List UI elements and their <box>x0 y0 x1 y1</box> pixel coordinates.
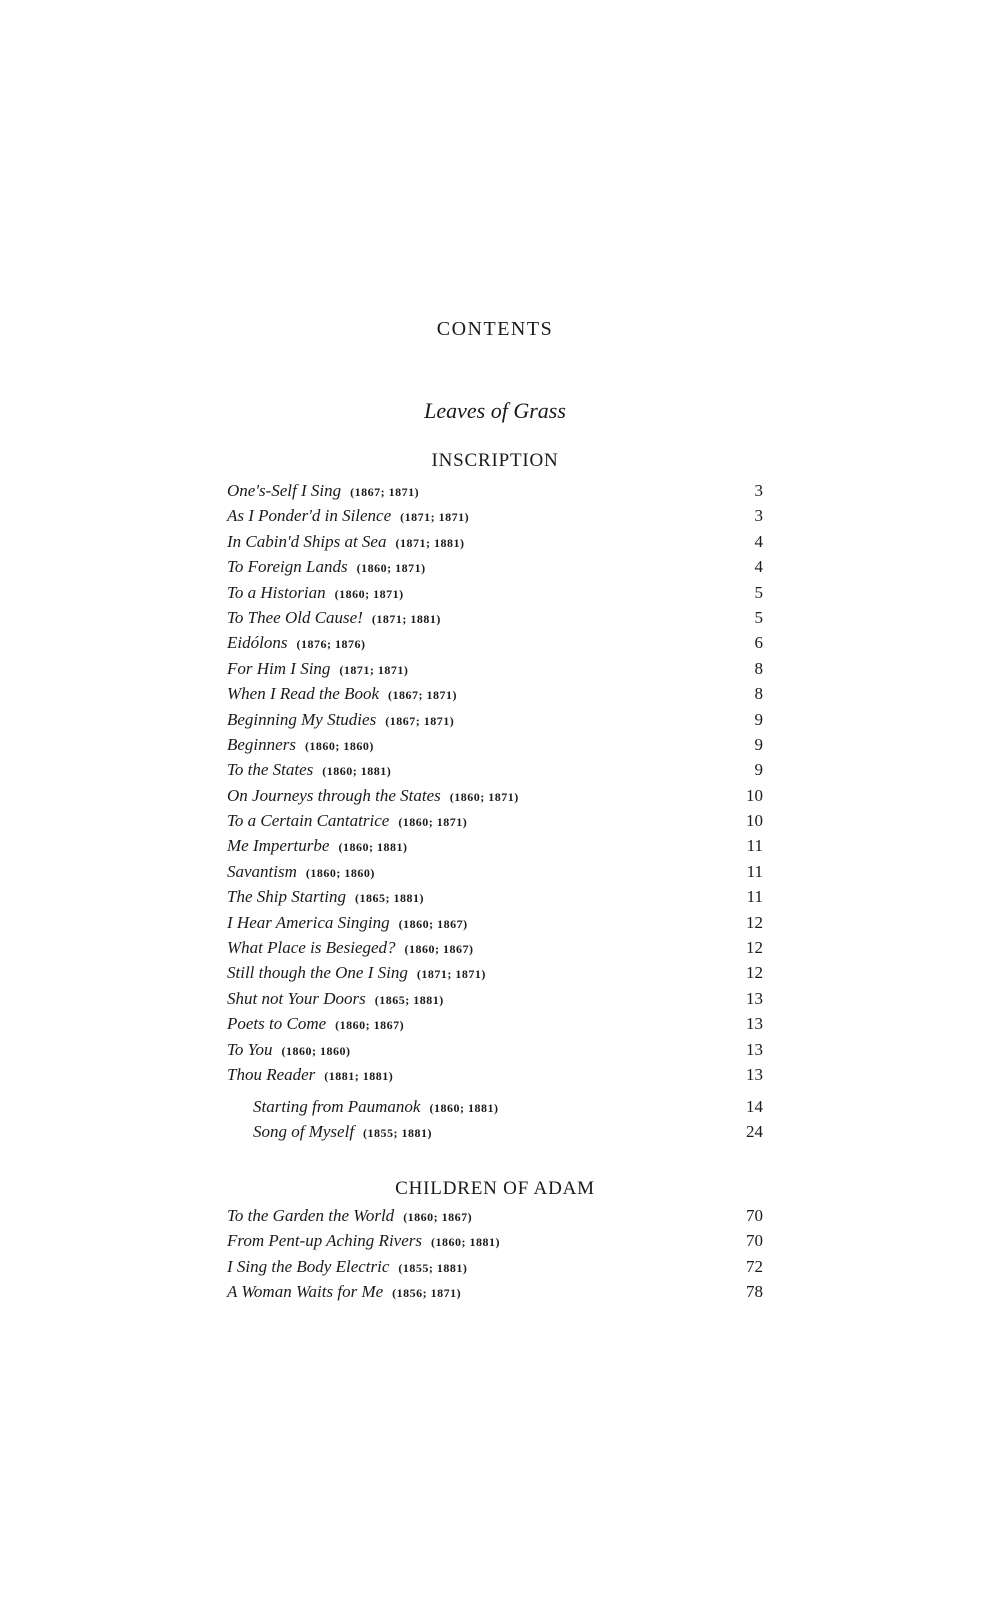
poem-title: A Woman Waits for Me <box>227 1282 384 1302</box>
page-number: 3 <box>754 506 763 526</box>
toc-entry[interactable] <box>227 808 763 833</box>
poem-dates: (1876; 1876) <box>296 637 366 652</box>
toc-entry[interactable] <box>227 554 763 579</box>
poem-dates: (1860; 1867) <box>398 916 468 931</box>
page-number: 13 <box>746 1014 763 1034</box>
toc-entry[interactable] <box>227 986 763 1011</box>
poem-dates: (1865; 1881) <box>355 891 425 906</box>
toc-entry[interactable] <box>227 478 763 503</box>
page-number: 8 <box>754 658 763 678</box>
poem-title: Song of Myself <box>253 1122 355 1142</box>
poem-title: To a Certain Cantatrice <box>227 811 390 831</box>
poem-title: Shut not Your Doors <box>227 988 366 1008</box>
poem-title: Beginning My Studies <box>227 709 377 729</box>
toc-entry[interactable] <box>227 1062 763 1087</box>
page-number: 9 <box>754 734 763 754</box>
poem-title: Thou Reader <box>227 1064 316 1084</box>
toc-entry[interactable] <box>227 1228 763 1253</box>
toc-entry[interactable] <box>227 1254 763 1279</box>
poem-dates: (1860; 1881) <box>429 1101 499 1115</box>
page-number: 11 <box>746 836 763 856</box>
page-number: 8 <box>754 684 763 704</box>
toc-entry[interactable] <box>227 859 763 884</box>
poem-dates: (1867; 1871) <box>350 485 420 499</box>
toc-entry[interactable] <box>227 1011 763 1036</box>
poem-dates: (1860; 1860) <box>281 1043 351 1058</box>
page-number: 70 <box>746 1231 763 1251</box>
poem-title: I Sing the Body Electric <box>227 1256 390 1276</box>
poem-title: To the States <box>227 760 314 780</box>
page-number: 13 <box>746 1064 763 1084</box>
page-number: 9 <box>754 709 763 729</box>
poem-title: To Thee Old Cause! <box>227 607 363 627</box>
page-number: 13 <box>746 1039 763 1059</box>
toc-entry[interactable] <box>227 630 763 655</box>
poem-dates: (1871; 1881) <box>371 611 441 626</box>
children-of-adam-toc-list <box>227 1203 763 1305</box>
toc-entry[interactable] <box>227 935 763 960</box>
toc-entry[interactable] <box>227 732 763 757</box>
page-number: 78 <box>746 1282 763 1302</box>
inscription-toc-list <box>227 478 763 1087</box>
poem-dates: (1860; 1871) <box>334 586 404 601</box>
poem-title: To a Historian <box>227 582 326 602</box>
poem-dates: (1860; 1860) <box>304 738 374 753</box>
poem-dates: (1871; 1881) <box>395 535 465 550</box>
page-number: 13 <box>746 988 763 1008</box>
poem-title: When I Read the Book <box>227 684 379 704</box>
poem-dates: (1860; 1867) <box>403 1210 473 1224</box>
toc-entry[interactable] <box>227 605 763 630</box>
poem-title: I Hear America Singing <box>227 912 390 932</box>
poem-title: Beginners <box>227 734 296 754</box>
page-number: 14 <box>746 1097 763 1116</box>
poem-dates: (1871; 1871) <box>339 662 409 677</box>
poem-title: To Foreign Lands <box>227 557 348 577</box>
poem-dates: (1860; 1881) <box>431 1235 500 1250</box>
long-poems-toc-list <box>227 1094 763 1145</box>
poem-title: Starting from Paumanok <box>253 1097 421 1116</box>
poem-dates: (1867; 1871) <box>385 713 455 728</box>
toc-entry[interactable] <box>227 580 763 605</box>
poem-title: One's-Self I Sing <box>227 481 342 500</box>
page-number: 4 <box>754 531 763 551</box>
toc-entry[interactable] <box>227 757 763 782</box>
section-heading-inscription: INSCRIPTION <box>431 450 559 471</box>
toc-entry[interactable] <box>227 529 763 554</box>
poem-dates: (1860; 1881) <box>322 764 392 779</box>
poem-dates: (1855; 1881) <box>398 1260 468 1275</box>
page-number: 5 <box>754 607 763 627</box>
page-number: 6 <box>754 633 763 653</box>
page-number: 10 <box>746 811 763 831</box>
poem-dates: (1855; 1881) <box>363 1126 433 1141</box>
page-number: 12 <box>746 912 763 932</box>
poem-dates: (1860; 1860) <box>305 865 375 880</box>
page-number: 5 <box>754 582 763 602</box>
poem-dates: (1865; 1881) <box>374 992 444 1007</box>
toc-entry[interactable] <box>227 503 763 528</box>
poem-title: Me Imperturbe <box>227 836 330 856</box>
poem-dates: (1860; 1871) <box>398 815 468 830</box>
poem-title: Still though the One I Sing <box>227 963 408 983</box>
poem-title: Poets to Come <box>227 1014 327 1034</box>
poem-title: Eidólons <box>227 633 288 653</box>
toc-entry[interactable] <box>227 960 763 985</box>
poem-dates: (1867; 1871) <box>388 688 457 703</box>
toc-entry[interactable] <box>227 1279 763 1304</box>
poem-dates: (1871; 1871) <box>416 967 486 982</box>
book-title: Leaves of Grass <box>424 398 566 423</box>
toc-entry[interactable] <box>227 833 763 858</box>
poem-dates: (1860; 1881) <box>338 840 408 855</box>
page-number: 3 <box>754 481 763 500</box>
page-number: 11 <box>746 887 763 907</box>
poem-title: On Journeys through the States <box>227 785 441 805</box>
poem-title: For Him I Sing <box>227 658 331 678</box>
toc-entry[interactable] <box>227 1203 763 1228</box>
contents-title: CONTENTS <box>436 318 554 340</box>
page-number: 9 <box>754 760 763 780</box>
poem-dates: (1871; 1871) <box>400 510 470 525</box>
page-number: 70 <box>746 1206 763 1225</box>
poem-dates: (1860; 1867) <box>404 942 474 957</box>
poem-dates: (1860; 1871) <box>356 561 426 576</box>
poem-title: As I Ponder'd in Silence <box>227 506 392 526</box>
toc-entry[interactable] <box>227 884 763 909</box>
page-number: 24 <box>746 1122 763 1142</box>
poem-dates: (1856; 1871) <box>392 1286 462 1301</box>
poem-title: To You <box>227 1039 273 1059</box>
poem-title: To the Garden the World <box>227 1206 395 1225</box>
poem-dates: (1881; 1881) <box>324 1068 394 1083</box>
toc-entry[interactable] <box>227 1119 763 1144</box>
poem-title: The Ship Starting <box>227 887 347 907</box>
toc-entry[interactable] <box>227 1094 763 1119</box>
page-number: 12 <box>746 963 763 983</box>
section-heading-children-of-adam: CHILDREN OF ADAM <box>395 1178 595 1199</box>
toc-entry[interactable] <box>227 783 763 808</box>
page-number: 11 <box>746 861 763 881</box>
poem-dates: (1860; 1867) <box>335 1018 405 1033</box>
toc-entry[interactable] <box>227 910 763 935</box>
page-number: 72 <box>746 1256 763 1276</box>
toc-entry[interactable] <box>227 707 763 732</box>
toc-entry[interactable] <box>227 1037 763 1062</box>
poem-title: What Place is Besieged? <box>227 938 396 958</box>
toc-entry[interactable] <box>227 681 763 706</box>
page-number: 4 <box>754 557 763 577</box>
poem-title: In Cabin'd Ships at Sea <box>227 531 387 551</box>
poem-dates: (1860; 1871) <box>449 789 519 804</box>
poem-title: From Pent-up Aching Rivers <box>227 1231 422 1251</box>
page-number: 10 <box>746 785 763 805</box>
toc-entry[interactable] <box>227 656 763 681</box>
poem-title: Savantism <box>227 861 297 881</box>
page-number: 12 <box>746 938 763 958</box>
